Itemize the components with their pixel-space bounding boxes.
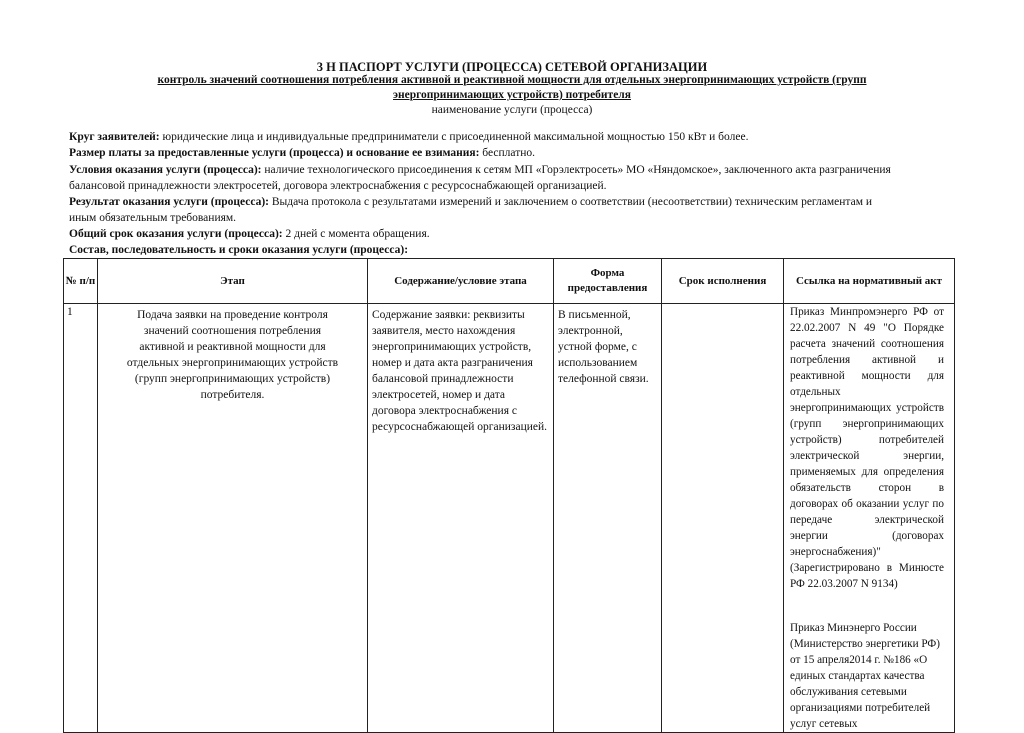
row-content: Содержание заявки: реквизиты заявителя, место нахождения энергопринимающих устройств, номер и дата акта разграничения балансовой принадлежности электросетей, номер и дата договора электроснабжения с ресурсоснабжающей организацией. xyxy=(372,309,548,433)
conditions-line xyxy=(69,163,949,178)
row-stage: Подача заявки на проведение контроля значений соотношения потребления активной и реактивной мощности для отдельных энергопринимающих устройств (групп энергопринимающих устройств) потребителя. xyxy=(126,309,339,401)
header-term: Срок исполнения xyxy=(662,259,784,304)
header-form: Форма предоставления xyxy=(554,259,662,304)
cell-content xyxy=(368,304,554,733)
row-number: 1 xyxy=(67,306,73,318)
row-reference-2: Приказ Минэнерго России (Министерство энергетики РФ) от 15 апреля2014 г. №186 «О единых стандартах качества обслуживания сетевыми организациями потребителей услуг сетевых xyxy=(790,622,940,730)
service-name-line-1: контроль значений соотношения потребления активной и реактивной мощности для отдельных энергопринимающих устройств (групп xyxy=(157,74,867,86)
conditions-value-1: наличие технологического присоединения к сетям МП «Горэлектросеть» МО «Няндомское», заключенного акта разграничения xyxy=(261,164,891,176)
cell-stage xyxy=(98,304,368,733)
row-term xyxy=(662,304,783,307)
passport-title: 3 Н ПАСПОРТ УСЛУГИ (ПРОЦЕССА) СЕТЕВОЙ ОРГАНИЗАЦИИ xyxy=(316,60,708,74)
header-content: Содержание/условие этапа xyxy=(368,259,554,304)
header-num: № п/п xyxy=(64,259,98,304)
result-line-2: иным обязательным требованиям. xyxy=(69,212,237,224)
table-header-row xyxy=(64,259,955,304)
service-name-caption: наименование услуги (процесса) xyxy=(431,104,593,116)
result-line xyxy=(69,195,949,210)
result-label: Результат оказания услуги (процесса): xyxy=(69,196,270,208)
header-stage: Этап xyxy=(98,259,368,304)
applicants-line xyxy=(69,130,949,145)
cell-num xyxy=(64,304,98,733)
result-value-1: Выдача протокола с результатами измерений и заключением о соответствии (несоответствии) техническим регламентам и xyxy=(269,196,873,208)
row-reference-1: Приказ Минпромэнерго РФ от 22.02.2007 N 49 "О Порядке расчета значений соотношения потребления активной и реактивной мощности для отдельных энергопринимающих устройств (групп энергопринимающих устройств) потребителей электрической энергии, применяемых для определения обязательств сторон в договорах об оказании услуг по передаче электрической энергии (договорах энергоснабжения)" (Зарегистрировано в Минюсте РФ 22.03.2007 N 9134) xyxy=(790,306,944,590)
composition-line xyxy=(69,243,949,258)
conditions-label: Условия оказания услуги (процесса): xyxy=(69,164,262,176)
service-name-line-2: энергопринимающих устройств) потребителя xyxy=(393,89,631,101)
cell-reference xyxy=(784,304,955,733)
term-line xyxy=(69,227,949,242)
fee-line xyxy=(69,146,949,161)
cell-form xyxy=(554,304,662,733)
header-reference: Ссылка на нормативный акт xyxy=(784,259,955,304)
fee-label: Размер платы за предоставленные услуги (процесса) и основание ее взимания: xyxy=(69,147,480,159)
composition-label: Состав, последовательность и сроки оказания услуги (процесса): xyxy=(69,244,409,256)
table-row xyxy=(64,304,955,733)
term-label: Общий срок оказания услуги (процесса): xyxy=(69,228,283,240)
service-stages-table xyxy=(63,258,955,733)
term-value: 2 дней с момента обращения. xyxy=(282,228,430,240)
applicants-label: Круг заявителей: xyxy=(69,131,160,143)
conditions-line-2: балансовой принадлежности электросетей, договора электроснабжения с ресурсоснабжающей организацией. xyxy=(69,180,607,192)
row-form: В письменной, электронной, устной форме, с использованием телефонной связи. xyxy=(558,309,649,385)
cell-term xyxy=(662,304,784,733)
applicants-value: юридические лица и индивидуальные предприниматели с присоединенной максимальной мощностью 150 кВт и более. xyxy=(159,131,749,143)
fee-value: бесплатно. xyxy=(479,147,535,159)
